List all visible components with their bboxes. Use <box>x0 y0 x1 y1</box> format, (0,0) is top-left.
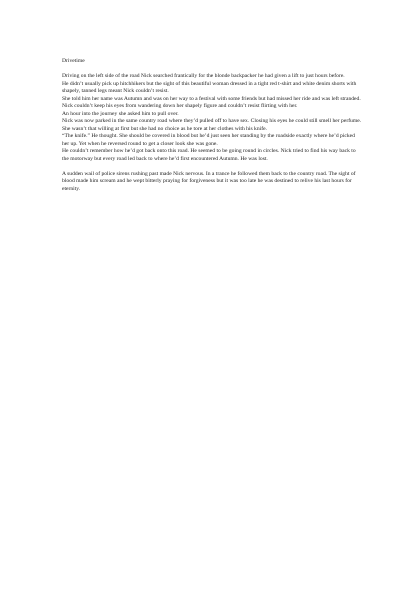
paragraph: An hour into the journey she asked him to pull over. <box>62 110 179 117</box>
paragraph: “The knife.” He thought. She should be covered in blood but he’d just seen her standing by the roadside exactly where he’d picked her up. Yet when he reversed round to get a closer look she was gone. <box>62 133 355 147</box>
paragraph: He didn’t usually pick up hitchhikers but the sight of this beautiful woman dressed in a tight red t-shirt and white denim shorts with shapely, tanned legs meant Nick couldn’t resist. <box>62 80 357 94</box>
document-body <box>62 58 362 193</box>
paragraph: Nick was now parked in the same country road where they’d pulled off to have sex. Closing his eyes he could still smell her perfume. She wasn’t that willing at first but she had no choice as he tore at her clothes with his knife. <box>62 118 362 132</box>
paragraph: He couldn’t remember how he’d got back onto this road. He seemed to be going round in circles. Nick tried to find his way back to the motorway but every road led back to where he’d first encountered Autumn. He was lost. <box>62 148 356 162</box>
paragraph: She told him her name was Autumn and was on her way to a festival with some friends but had missed her ride and was left stranded. Nick couldn’t keep his eyes from wandering down her shapely figure and couldn’t resist flirting with her. <box>62 95 361 109</box>
final-paragraph: A sudden wail of police sirens rushing past made Nick nervous. In a trance he followed them back to the country road. The sight of blood made him scream and he wept bitterly praying for forgiveness but it was too late he was destined to relive his last hours for eternity. <box>62 170 356 192</box>
paragraph-spacer <box>62 163 362 171</box>
paragraph: Driving on the left side of the road Nick searched frantically for the blonde backpacker he had given a lift to just hours before. <box>62 73 345 79</box>
document-title: Drivetime <box>62 58 85 64</box>
